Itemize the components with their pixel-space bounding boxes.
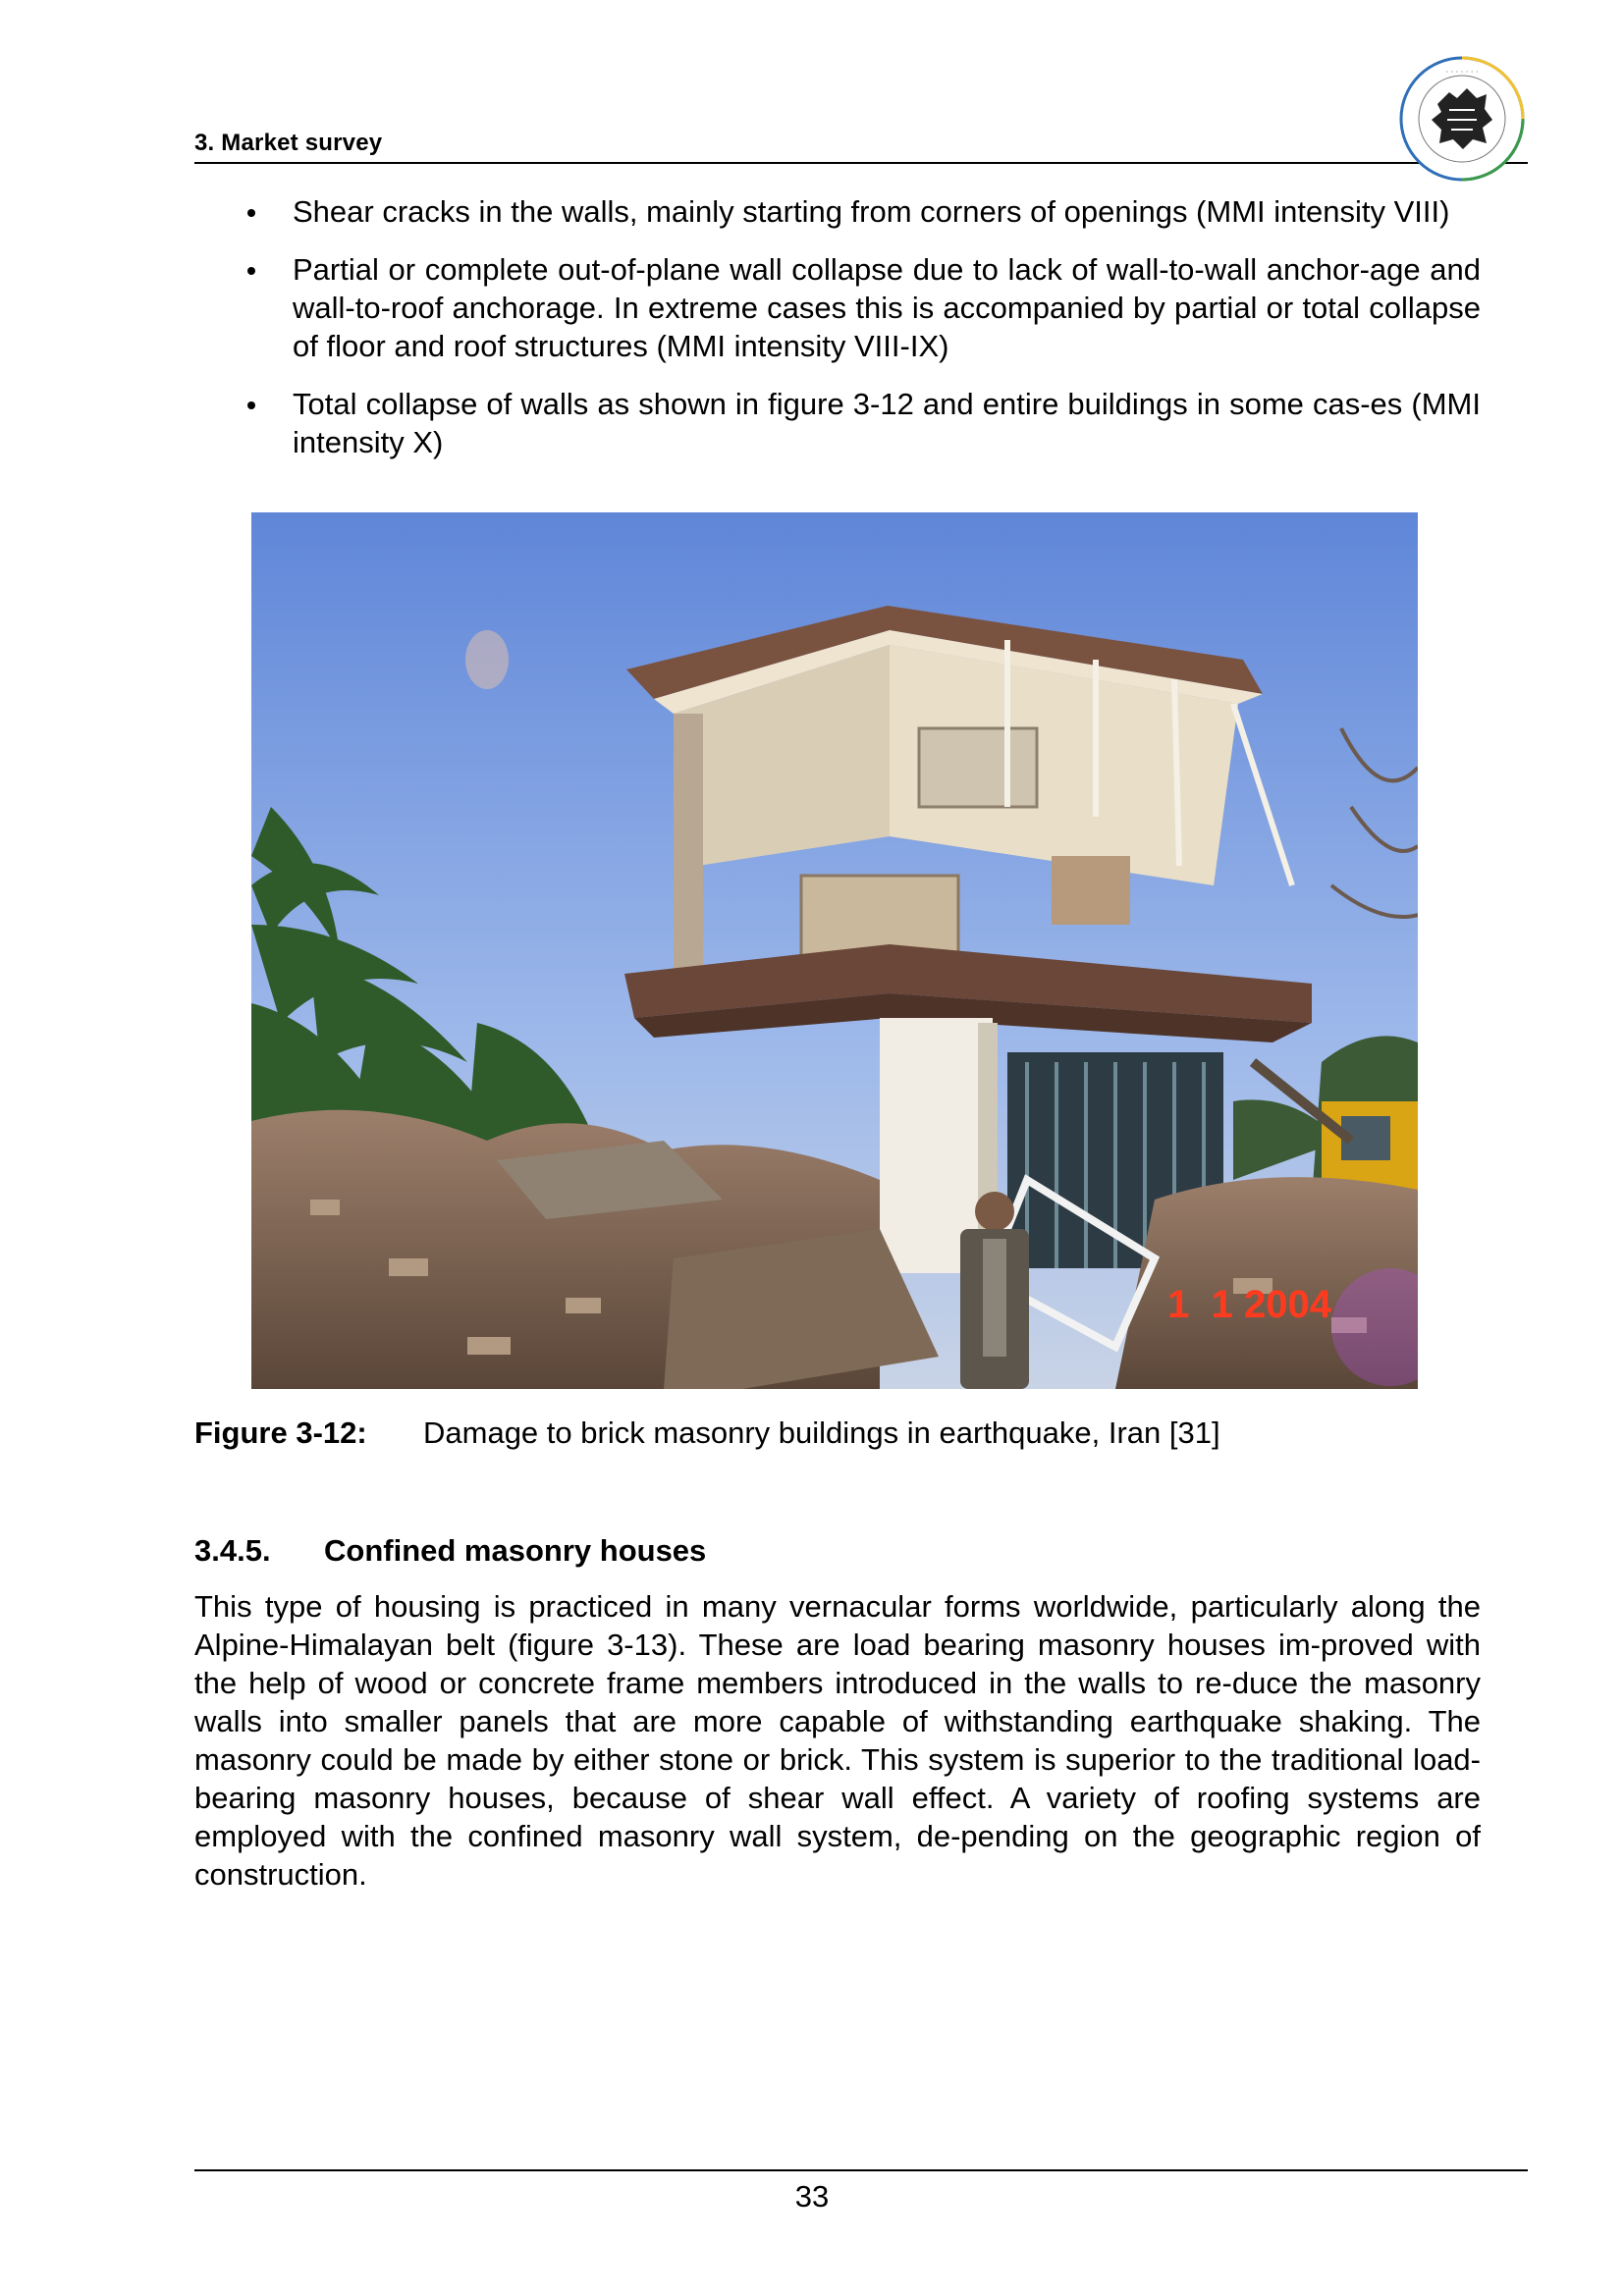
bullet-dot-icon [247, 401, 255, 409]
figure-label: Figure 3-12: [194, 1415, 367, 1450]
running-header: 3. Market survey [194, 130, 383, 156]
footer-rule [194, 2169, 1528, 2171]
section-title: Confined masonry houses [324, 1533, 707, 1568]
university-seal-icon [1398, 55, 1526, 183]
figure-photo [251, 512, 1418, 1389]
figure-caption-text: Damage to brick masonry buildings in earthquake, Iran [31] [423, 1415, 1220, 1450]
bullet-item: Partial or complete out-of-plane wall collapse due to lack of wall-to-wall anchor-age and wall-to-roof anchorage. In extreme cases this is accompanied by partial or total collapse of floor and roof structures (MMI intensity VIII-IX) [194, 250, 1481, 365]
photo-date-stamp: 1 1 2004 [1167, 1283, 1331, 1326]
bullet-dot-icon [247, 267, 255, 275]
header-rule [194, 162, 1528, 164]
svg-text:· · · · · · ·: · · · · · · · [1445, 68, 1479, 77]
bullet-list [194, 192, 1481, 481]
figure-caption [194, 1414, 1220, 1453]
page-number: 33 [794, 2179, 830, 2214]
bullet-dot-icon [247, 209, 255, 217]
section-number: 3.4.5. [194, 1533, 271, 1568]
bullet-item: Shear cracks in the walls, mainly starting from corners of openings (MMI intensity VIII) [194, 192, 1481, 231]
section-heading [194, 1531, 706, 1571]
body-paragraph: This type of housing is practiced in many vernacular forms worldwide, particularly along the Alpine-Himalayan belt (figure 3-13). These are load bearing masonry houses im-proved with the help of wood or concrete frame members introduced in the walls to re-duce the masonry walls into smaller panels that are more capable of withstanding earthquake shaking. The masonry could be made by either stone or brick. This system is superior to the traditional load-bearing masonry houses, because of shear wall effect. A variety of roofing systems are employed with the confined masonry wall system, de-pending on the geographic region of construction. [194, 1589, 1481, 1892]
bullet-item: Total collapse of walls as shown in figure 3-12 and entire buildings in some cas-es (MMI intensity X) [194, 385, 1481, 461]
